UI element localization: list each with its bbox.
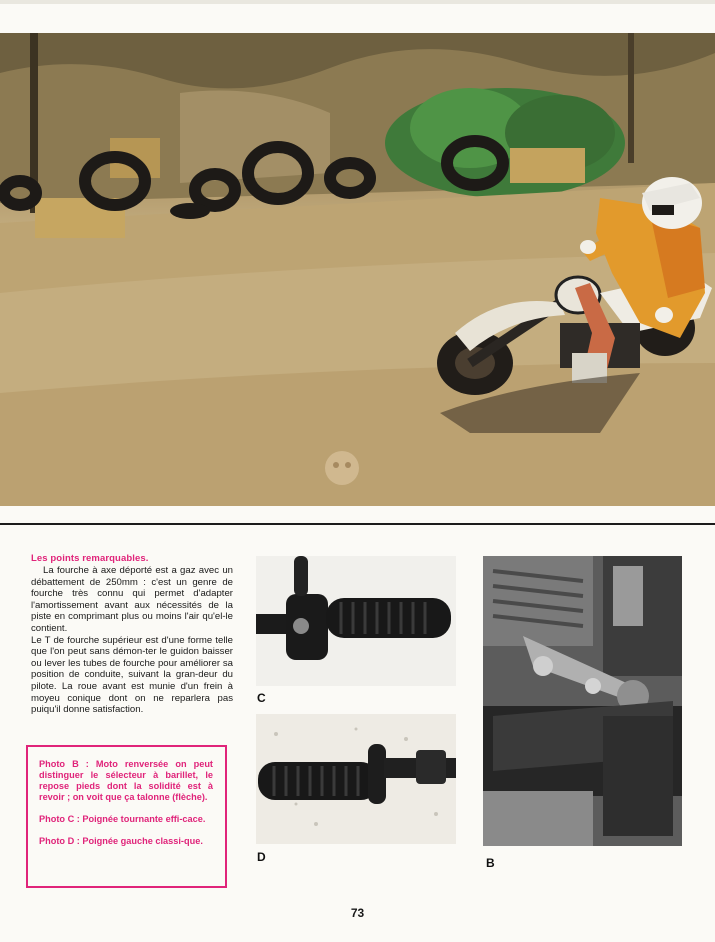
page-number: 73 [350, 906, 365, 920]
hero-photo [0, 33, 715, 506]
photo-c-throttle-grip [256, 556, 456, 686]
photo-c-label: C [257, 691, 266, 705]
section-title: Les points remarquables. [31, 553, 149, 564]
photo-d-left-grip [256, 714, 456, 844]
article-text-column [31, 553, 233, 716]
paragraph-fork-crown: Le T de fourche supérieur est d'une forme telle que l'on peut sans démon-ter le guidon baisser ou lever les tubes de fourche pour améliorer sa position de conduite, suivant la gran-deur du pilote. La roue avant est munie d'un frein à moyeu conique dont on ne reparlera pas puiqu'il donne satisfaction. [31, 634, 233, 716]
caption-photo-b: Photo B : Moto renversée on peut distinguer le sélecteur à barillet, le repose pieds dont la solidité est à revoir ; on voit que ça talonne (flèche). [39, 759, 213, 802]
photo-d-label: D [257, 850, 266, 864]
photo-b-gear-selector [483, 556, 682, 846]
photo-captions-box [26, 745, 227, 888]
photo-b-label: B [486, 856, 495, 870]
paragraph-fork: La fourche à axe déporté est a gaz avec un débattement de 250mm : c'est un genre de fourche très connu qui permet d'adapter l'amortissement avant aux nécessités de la piste en comprimant plus ou moins l'air qu'el-le contient. [31, 565, 233, 634]
top-rule [0, 0, 715, 4]
section-divider [0, 523, 715, 525]
caption-photo-c: Photo C : Poignée tournante effi-cace. [39, 814, 206, 824]
caption-photo-d: Photo D : Poignée gauche classi-que. [39, 836, 203, 846]
